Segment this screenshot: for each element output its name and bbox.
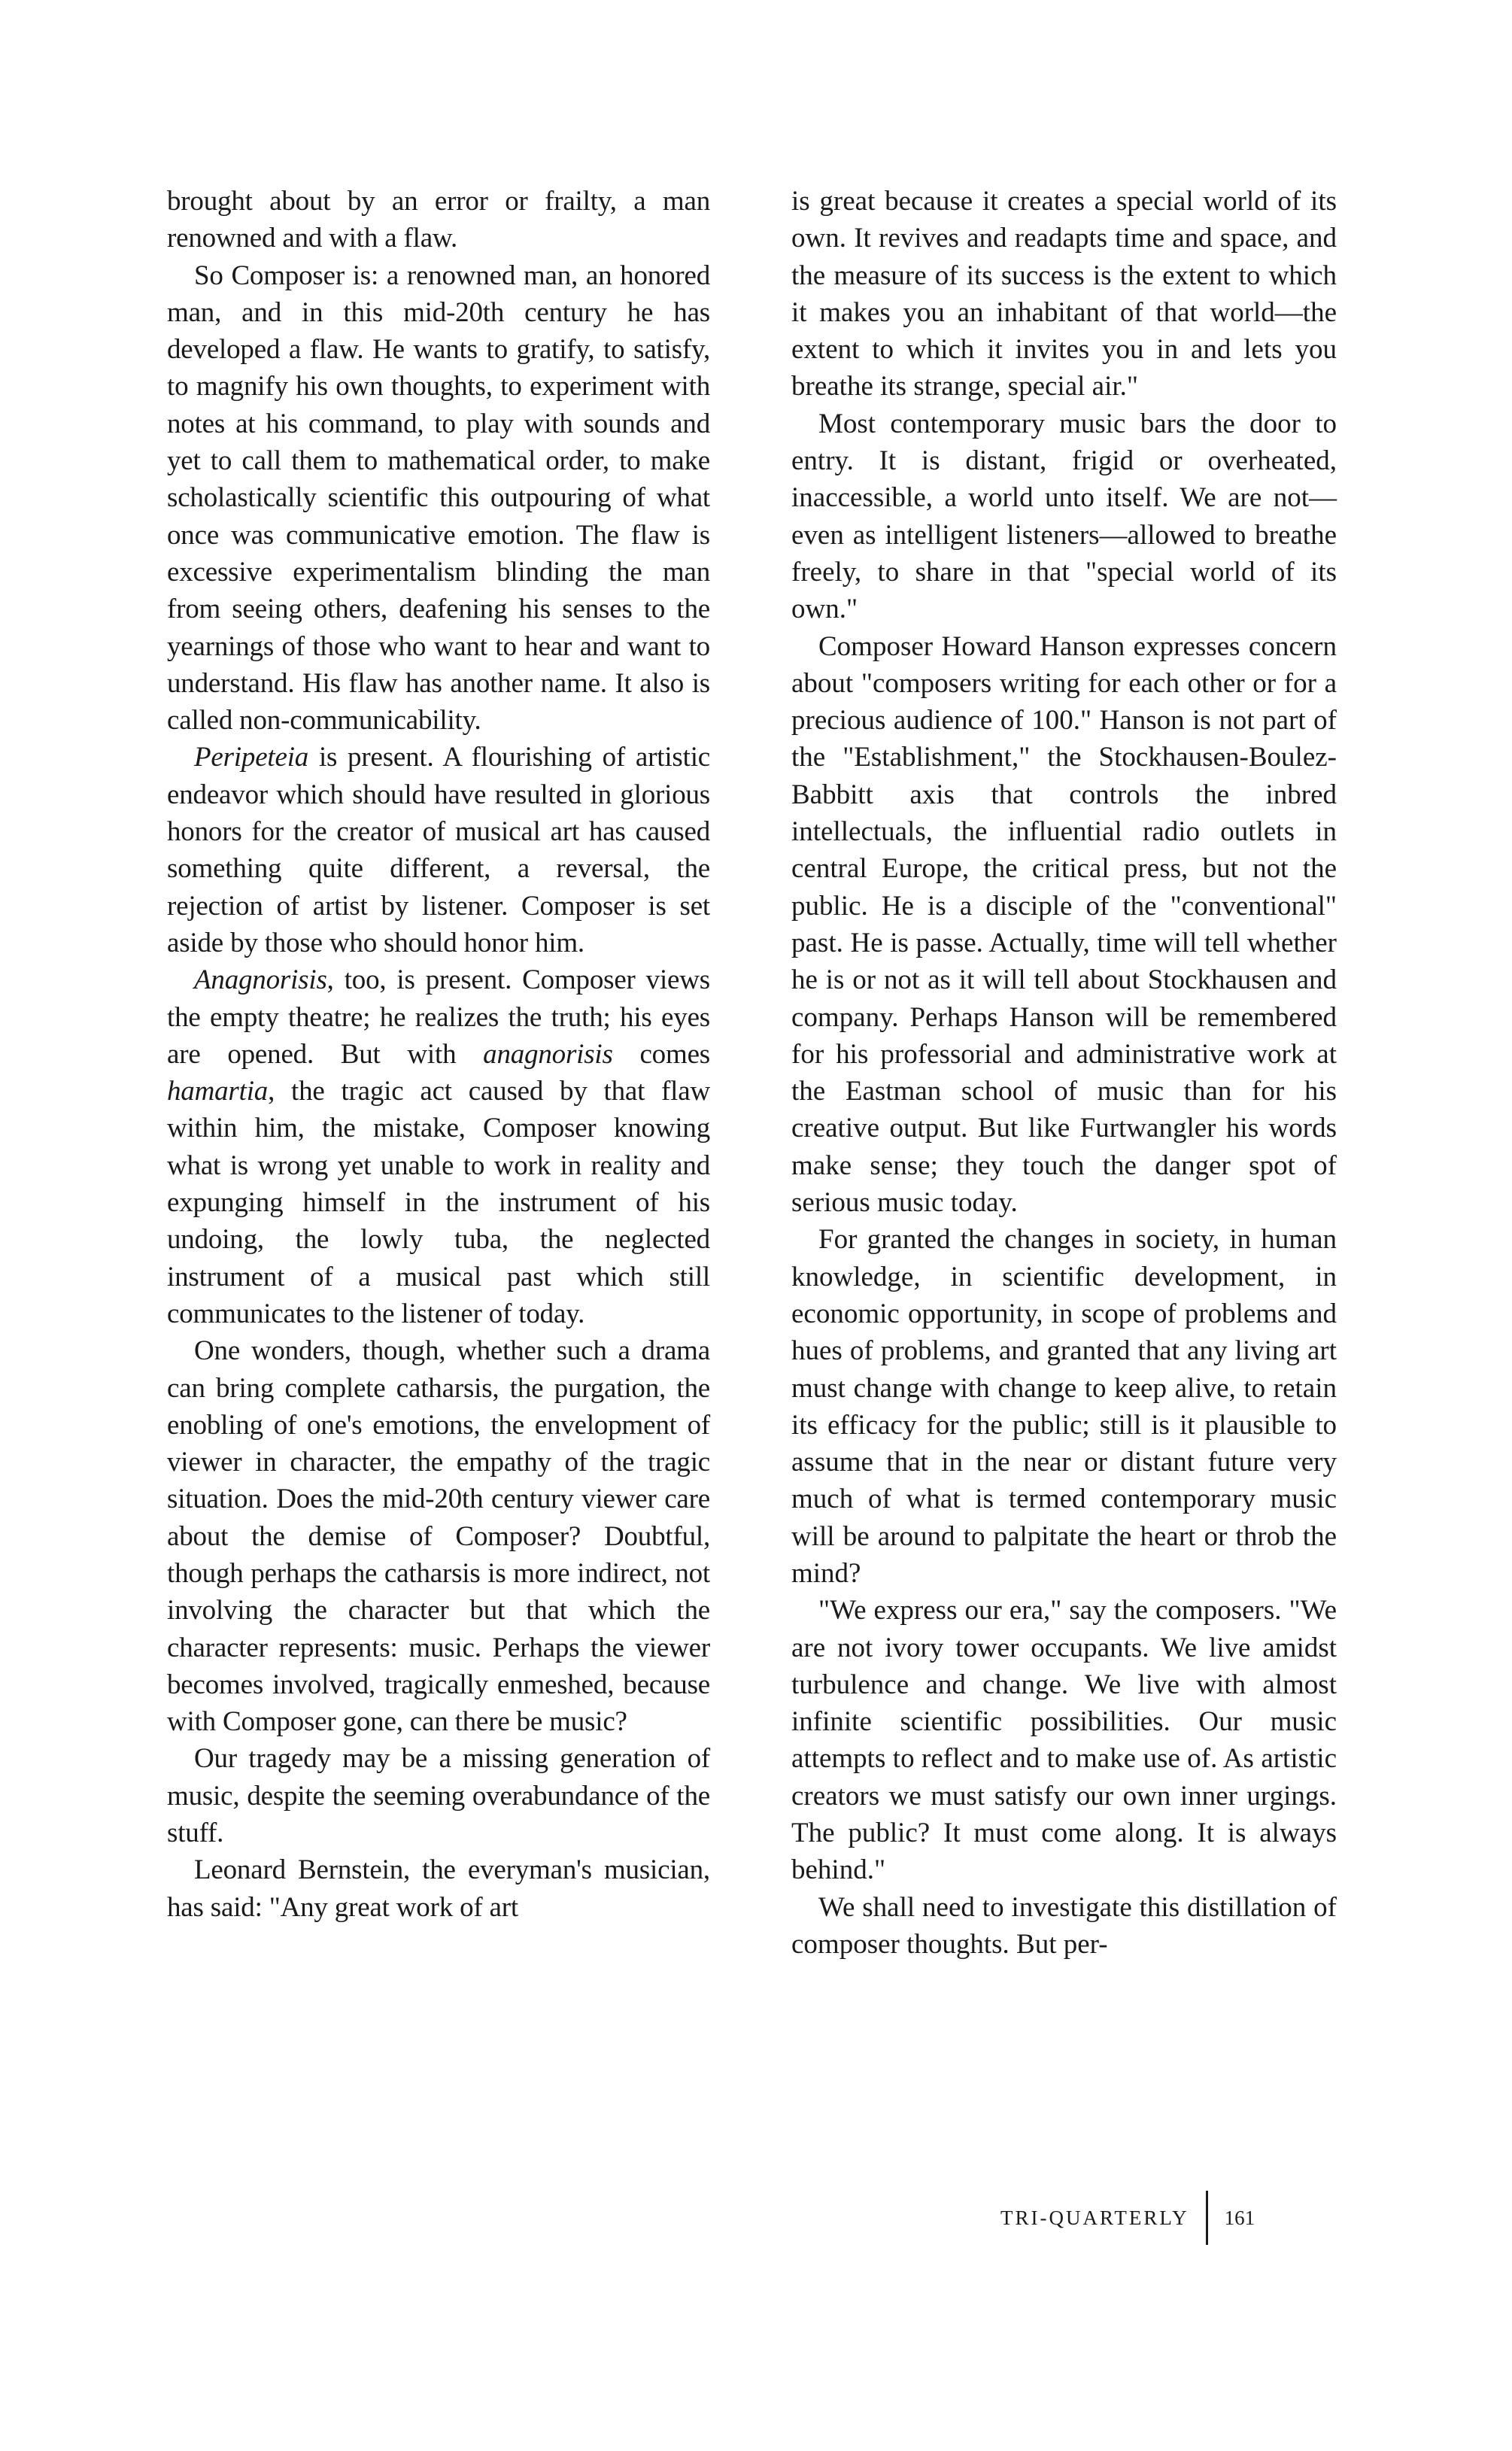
paragraph-text: is present. A flourishing of artistic endeavor which should have resulted in glorious honors for the creator of musical art has caused something quite different, a reversal, the rejection of artist by listener. Composer is set aside by those who should honor him. [167, 742, 710, 958]
paragraph: Most contemporary music bars the door to entry. It is distant, frigid or overheated, inaccessible, a world unto itself. We are not—even as intelligent listeners—allowed to breathe freely, to share in that "special world of its own." [791, 408, 1337, 625]
paragraph: brought about by an error or frailty, a man renowned and with a flaw. [167, 186, 710, 254]
paragraph: One wonders, though, whether such a drama can bring complete catharsis, the purgation, the enobling of one's emotions, the envelopment of viewer in character, the empathy of the tragic situation. Does the mid-20th century viewer care about the demise of Composer? Doubtful, though perhaps the catharsis is more indirect, not involving the character but that which the character represents: music. Perhaps the viewer becomes involved, tragically enmeshed, because with Composer gone, can there be music? [167, 1335, 710, 1738]
paragraph [167, 961, 710, 1332]
italic-term: hamartia [167, 1076, 269, 1107]
paragraph: Composer Howard Hanson expresses concern about "composers writing for each other or for a precious audience of 100." Hanson is not part of the "Establishment," the Stockhausen-Boulez-Babbitt axis that controls the inbred intellectuals, the influential radio outlets in central Europe, the critical press, but not the public. He is a disciple of the "conventional" past. He is passe. Actually, time will tell whether he is or not as it will tell about Stockhausen and company. Perhaps Hanson will be remembered for his professorial and administrative work at the Eastman school of music than for his creative output. But like Furtwangler his words make sense; they touch the danger spot of serious music today. [791, 630, 1337, 1219]
left-column [167, 183, 710, 1926]
paragraph: For granted the changes in society, in human knowledge, in scientific development, in economic opportunity, in scope of problems and hues of problems, and granted that any living art must change with change to keep alive, to retain its efficacy for the public; still is it plausible to assume that in the near or distant future very much of what is termed contemporary music will be around to palpitate the heart or throb the mind? [791, 1224, 1337, 1589]
paragraph-text: , the tragic act caused by that flaw within him, the mistake, Composer knowing what is wrong yet unable to work in reality and expunging himself in the instrument of his undoing, the lowly tuba, the neglected instrument of a musical past which still communicates to the listener of today. [167, 1076, 710, 1329]
italic-term: anagnorisis [483, 1038, 613, 1070]
paragraph: Leonard Bernstein, the everyman's musician, has said: "Any great work of art [167, 1854, 710, 1923]
paragraph-text: , too, is present. Composer views the empty theatre; he realizes the truth; his eyes are opened. But with [167, 964, 710, 1070]
page-number: 161 [1224, 2206, 1255, 2229]
italic-term: Anagnorisis [194, 964, 327, 996]
right-column [791, 183, 1337, 1963]
paragraph: is great because it creates a special world of its own. It revives and readapts time and space, and the measure of its success is the extent to which it makes you an inhabitant of that world—the extent to which it invites you in and lets you breathe its strange, special air." [791, 186, 1337, 402]
paragraph [167, 739, 710, 961]
paragraph: We shall need to investigate this distillation of composer thoughts. But per- [791, 1891, 1337, 1960]
paragraph: Our tragedy may be a missing generation of music, despite the seeming overabundance of the stuff. [167, 1743, 710, 1849]
italic-term: Peripeteia [194, 742, 309, 773]
paragraph-text: comes [612, 1038, 710, 1070]
paragraph: So Composer is: a renowned man, an honored man, and in this mid-20th century he has developed a flaw. He wants to gratify, to satisfy, to magnify his own thoughts, to experiment with notes at his command, to play with sounds and yet to call them to mathematical order, to make scholastically scientific this outpouring of what once was communicative emotion. The flaw is excessive experimentalism blinding the man from seeing others, deafening his senses to the yearnings of those who want to hear and want to understand. His flaw has another name. It also is called non-communicability. [167, 260, 710, 737]
paragraph: "We express our era," say the composers. "We are not ivory tower occupants. We live amidst turbulence and change. We live with almost infinite scientific possibilities. Our music attempts to reflect and to make use of. As artistic creators we must satisfy our own inner urgings. The public? It must come along. It is always behind." [791, 1595, 1337, 1886]
page-footer [1000, 2191, 1255, 2245]
journal-name: TRI-QUARTERLY [1000, 2206, 1189, 2229]
